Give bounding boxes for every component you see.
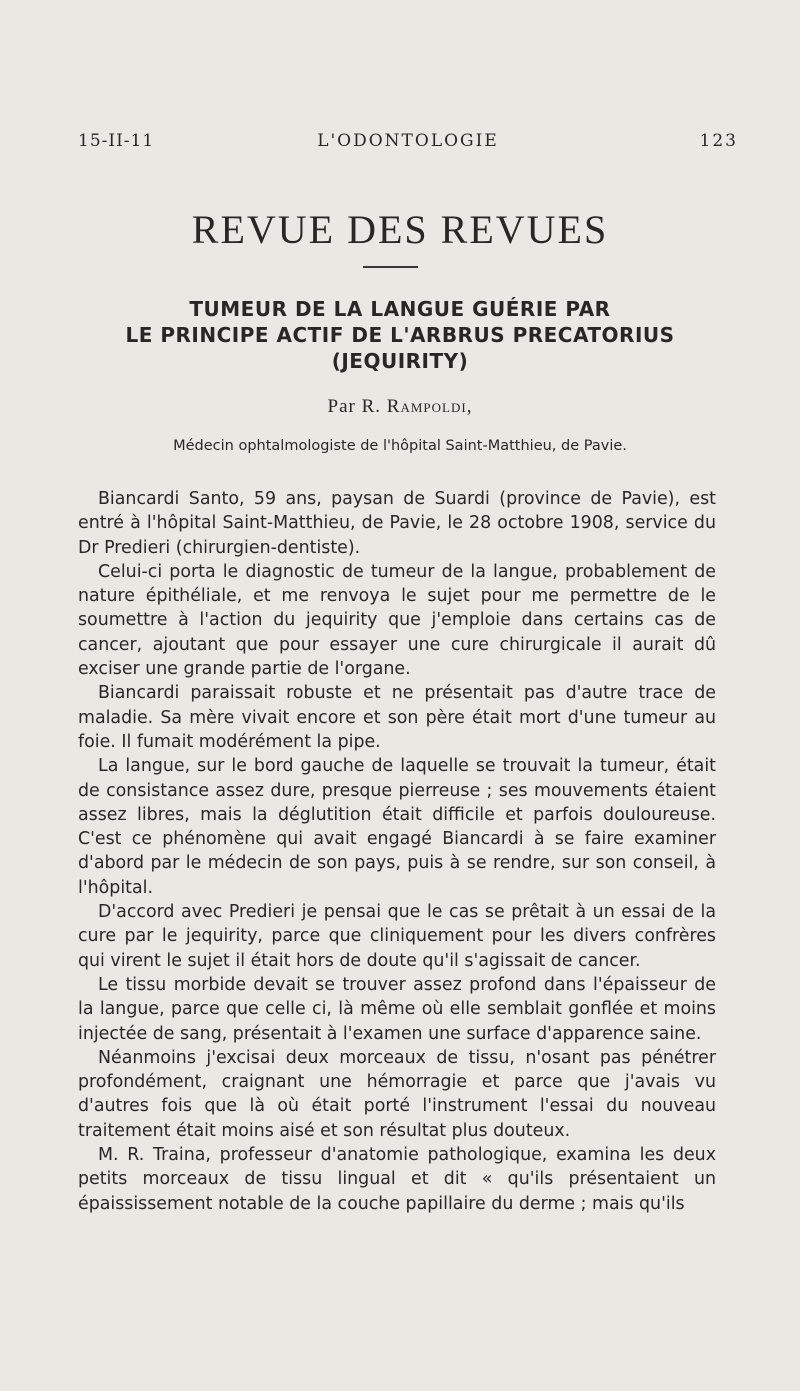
title-divider [363,266,418,268]
journal-name: L'ODONTOLOGIE [317,131,499,151]
paragraph: La langue, sur le bord gauche de laquelle se trouvait la tumeur, était de consistance assez dure, presque pierreuse ; ses mouvements étaient assez libres, mais la déglutition était difficile et parfois douloureuse. C'est ce phénomène qui avait engagé Biancardi à se faire examiner d'abord par le médecin de son pays, puis à se rendre, sur son conseil, à l'hôpital. [78,756,716,898]
paragraph: Néanmoins j'excisai deux morceaux de tissu, n'osant pas pénétrer profondément, craignant une hémorragie et parce que j'avais vu d'autres fois que là où était porté l'instrument l'essai du nouveau traitement était moins aisé et son résultat plus douteux. [78,1047,716,1141]
article-title [60,296,740,374]
paragraph: Celui-ci porta le diagnostic de tumeur de la langue, probablement de nature épithéliale, et me renvoya le sujet pour me permettre de le soumettre à l'action du jequirity que j'emploie dans certains cas de cancer, ajoutant que pour essayer une cure chirurgicale il aurait dû exciser une grande partie de l'organe. [78,561,716,680]
paragraph: Biancardi Santo, 59 ans, paysan de Suardi (province de Pavie), est entré à l'hôpital Saint-Matthieu, de Pavie, le 28 octobre 1908, service du Dr Predieri (chirurgien-dentiste). [78,489,716,558]
author-name: Rampoldi, [386,396,473,417]
byline [0,396,800,418]
paragraph: Biancardi paraissait robuste et ne présentait pas d'autre trace de maladie. Sa mère vivait encore et son père était mort d'une tumeur au foie. Il fumait modérément la pipe. [78,683,716,752]
section-title: REVUE DES REVUES [191,207,609,252]
page-number: 123 [699,131,738,151]
paragraph: D'accord avec Predieri je pensai que le cas se prêtait à un essai de la cure par le jequirity, parce que cliniquement pour les divers confrères qui virent le sujet il était hors de doute qu'il s'agissait de cancer. [78,902,716,971]
author-affiliation: Médecin ophtalmologiste de l'hôpital Saint-Matthieu, de Pavie. [173,438,627,454]
running-head [78,131,738,161]
article-body [78,487,716,1216]
article-title-line: (JEQUIRITY) [331,349,469,373]
paragraph: M. R. Traina, professeur d'anatomie pathologique, examina les deux petits morceaux de tissu lingual et dit « qu'ils présentaient un épaississement notable de la couche papillaire du derme ; mais qu'ils [78,1145,716,1214]
byline-prefix: Par R. [327,396,387,417]
article-title-line: TUMEUR DE LA LANGUE GUÉRIE PAR [189,297,611,321]
issue-date: 15-II-11 [78,131,155,151]
article-title-line: LE PRINCIPE ACTIF DE L'ARBRUS PRECATORIUS [125,323,675,347]
paragraph: Le tissu morbide devait se trouver assez profond dans l'épaisseur de la langue, parce que celle ci, là même où elle semblait gonflée et moins injectée de sang, présentait à l'examen une surface d'apparence saine. [78,974,716,1044]
